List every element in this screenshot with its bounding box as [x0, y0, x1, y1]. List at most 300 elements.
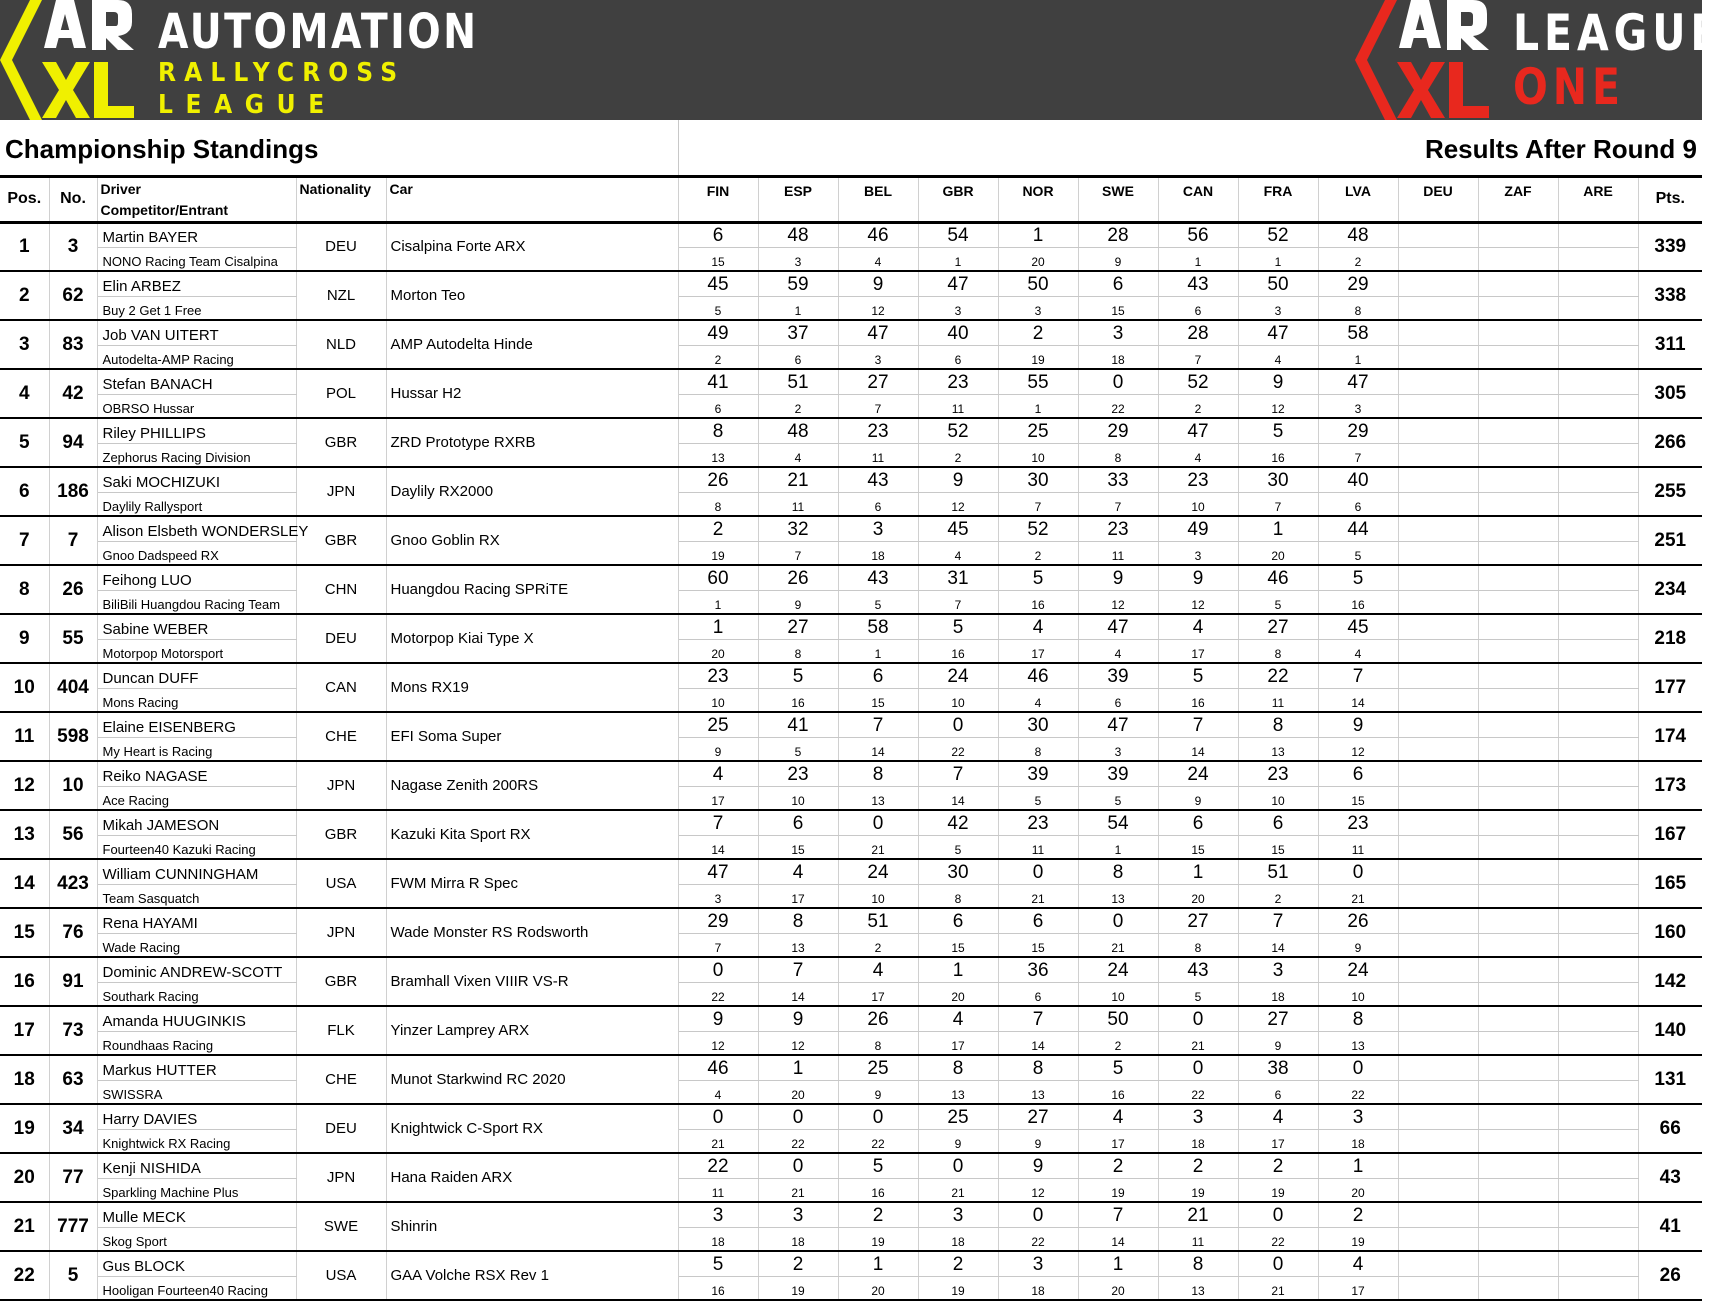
round-points	[1558, 908, 1638, 933]
nationality-cell: GBR	[296, 418, 386, 467]
round-points	[1398, 712, 1478, 737]
driver-name: Sabine WEBER	[97, 614, 296, 639]
round-points: 43	[838, 565, 918, 590]
round-finish-position: 2	[678, 345, 758, 369]
round-points: 60	[678, 565, 758, 590]
car-name-cell: Yinzer Lamprey ARX	[386, 1006, 678, 1055]
round-points: 8	[998, 1055, 1078, 1080]
round-points: 24	[1318, 957, 1398, 982]
round-finish-position: 6	[758, 345, 838, 369]
entrant-name: Southark Racing	[97, 982, 296, 1006]
car-name-cell: Shinrin	[386, 1202, 678, 1251]
nationality-cell: NZL	[296, 271, 386, 320]
round-finish-position: 14	[758, 982, 838, 1006]
round-points: 29	[1318, 271, 1398, 296]
round-finish-position: 18	[918, 1227, 998, 1251]
round-points: 4	[1318, 1251, 1398, 1276]
total-points-cell: 266	[1638, 418, 1702, 467]
table-row	[0, 222, 1702, 247]
position-cell: 4	[0, 369, 49, 418]
round-finish-position: 21	[918, 1178, 998, 1202]
round-finish-position: 8	[1238, 639, 1318, 663]
round-points: 7	[838, 712, 918, 737]
round-finish-position: 14	[1318, 688, 1398, 712]
total-points-cell: 177	[1638, 663, 1702, 712]
round-finish-position	[1558, 933, 1638, 957]
round-points: 29	[1318, 418, 1398, 443]
round-points	[1398, 810, 1478, 835]
round-finish-position: 10	[1318, 982, 1398, 1006]
table-row-secondary	[0, 1031, 1702, 1055]
table-row-secondary	[0, 639, 1702, 663]
round-points: 8	[918, 1055, 998, 1080]
round-points: 9	[1318, 712, 1398, 737]
round-finish-position: 2	[1078, 1031, 1158, 1055]
position-cell: 5	[0, 418, 49, 467]
round-points: 9	[998, 1153, 1078, 1178]
entrant-name: Daylily Rallysport	[97, 492, 296, 516]
round-points	[1478, 614, 1558, 639]
round-finish-position	[1478, 933, 1558, 957]
round-points: 24	[1078, 957, 1158, 982]
car-name-cell: Motorpop Kiai Type X	[386, 614, 678, 663]
table-row	[0, 1006, 1702, 1031]
nationality-cell: SWE	[296, 1202, 386, 1251]
entrant-name: BiliBili Huangdou Racing Team	[97, 590, 296, 614]
round-points: 7	[1078, 1202, 1158, 1227]
round-points: 44	[1318, 516, 1398, 541]
round-finish-position	[1398, 1129, 1478, 1153]
round-points: 50	[1238, 271, 1318, 296]
round-points: 41	[678, 369, 758, 394]
total-points-cell: 218	[1638, 614, 1702, 663]
entrant-name: OBRSO Hussar	[97, 394, 296, 418]
round-points: 38	[1238, 1055, 1318, 1080]
round-points	[1558, 271, 1638, 296]
col-header-round: ZAF	[1478, 178, 1558, 222]
round-points: 47	[1158, 418, 1238, 443]
round-points: 28	[1078, 222, 1158, 247]
driver-name: Duncan DUFF	[97, 663, 296, 688]
round-finish-position	[1478, 492, 1558, 516]
car-number-cell: 42	[49, 369, 97, 418]
round-points: 55	[998, 369, 1078, 394]
round-points: 42	[918, 810, 998, 835]
round-finish-position: 22	[1158, 1080, 1238, 1104]
round-finish-position: 10	[998, 443, 1078, 467]
driver-name: Mikah JAMESON	[97, 810, 296, 835]
nationality-cell: CAN	[296, 663, 386, 712]
round-finish-position	[1558, 688, 1638, 712]
round-finish-position: 10	[1238, 786, 1318, 810]
col-header-round: FRA	[1238, 178, 1318, 222]
col-header-round: ESP	[758, 178, 838, 222]
round-finish-position: 5	[758, 737, 838, 761]
round-finish-position: 21	[1078, 933, 1158, 957]
round-finish-position: 3	[1078, 737, 1158, 761]
round-points: 4	[1158, 614, 1238, 639]
nationality-cell: POL	[296, 369, 386, 418]
round-points	[1398, 859, 1478, 884]
round-points: 37	[758, 320, 838, 345]
logo-line-league: LEAGUE	[1513, 4, 1723, 62]
round-points: 52	[1158, 369, 1238, 394]
round-finish-position	[1558, 737, 1638, 761]
round-points	[1478, 1006, 1558, 1031]
round-points: 3	[1318, 1104, 1398, 1129]
round-finish-position: 1	[998, 394, 1078, 418]
car-name-cell: Nagase Zenith 200RS	[386, 761, 678, 810]
round-finish-position	[1558, 639, 1638, 663]
car-number-cell: 94	[49, 418, 97, 467]
round-points: 36	[998, 957, 1078, 982]
round-points: 23	[1238, 761, 1318, 786]
standings-table	[0, 178, 1702, 1301]
nationality-cell: GBR	[296, 957, 386, 1006]
round-points	[1558, 1104, 1638, 1129]
round-finish-position: 20	[678, 639, 758, 663]
round-points: 48	[1318, 222, 1398, 247]
total-points-cell: 251	[1638, 516, 1702, 565]
round-finish-position: 22	[678, 982, 758, 1006]
round-points: 21	[1158, 1202, 1238, 1227]
round-finish-position: 13	[918, 1080, 998, 1104]
nationality-cell: CHN	[296, 565, 386, 614]
round-finish-position: 3	[918, 296, 998, 320]
table-row-secondary	[0, 394, 1702, 418]
round-points	[1478, 271, 1558, 296]
round-finish-position	[1558, 1080, 1638, 1104]
round-finish-position: 13	[758, 933, 838, 957]
round-points	[1398, 761, 1478, 786]
round-finish-position: 17	[1158, 639, 1238, 663]
round-points: 0	[838, 1104, 918, 1129]
car-name-cell: Cisalpina Forte ARX	[386, 222, 678, 271]
round-finish-position	[1478, 394, 1558, 418]
table-row	[0, 467, 1702, 492]
round-points: 50	[1078, 1006, 1158, 1031]
round-finish-position	[1398, 1227, 1478, 1251]
round-finish-position: 13	[1158, 1276, 1238, 1300]
round-finish-position: 16	[1238, 443, 1318, 467]
round-points	[1558, 614, 1638, 639]
round-points: 23	[758, 761, 838, 786]
col-header-driver: Driver	[97, 178, 296, 200]
table-row-secondary	[0, 1178, 1702, 1202]
round-finish-position	[1478, 1129, 1558, 1153]
round-finish-position: 12	[758, 1031, 838, 1055]
round-finish-position: 8	[1078, 443, 1158, 467]
round-finish-position: 11	[918, 394, 998, 418]
driver-name: Rena HAYAMI	[97, 908, 296, 933]
round-finish-position: 22	[998, 1227, 1078, 1251]
round-finish-position: 12	[1238, 394, 1318, 418]
round-finish-position: 18	[1318, 1129, 1398, 1153]
round-finish-position: 5	[1318, 541, 1398, 565]
col-header-car: Car	[386, 178, 678, 222]
round-finish-position	[1398, 296, 1478, 320]
round-points: 6	[1158, 810, 1238, 835]
round-finish-position	[1478, 835, 1558, 859]
round-finish-position	[1398, 933, 1478, 957]
round-points: 0	[838, 810, 918, 835]
round-points: 58	[1318, 320, 1398, 345]
round-points: 9	[1158, 565, 1238, 590]
round-points: 4	[918, 1006, 998, 1031]
round-points: 3	[998, 1251, 1078, 1276]
logo-line-league: LEAGUE	[158, 90, 337, 120]
round-points: 47	[1078, 712, 1158, 737]
round-points: 46	[678, 1055, 758, 1080]
round-finish-position: 9	[1238, 1031, 1318, 1055]
round-finish-position: 6	[1238, 1080, 1318, 1104]
nationality-cell: GBR	[296, 810, 386, 859]
round-finish-position: 2	[758, 394, 838, 418]
round-finish-position: 10	[758, 786, 838, 810]
round-points: 0	[1318, 859, 1398, 884]
total-points-cell: 160	[1638, 908, 1702, 957]
page-title: Championship Standings	[5, 134, 319, 164]
round-finish-position: 20	[1158, 884, 1238, 908]
round-points: 51	[758, 369, 838, 394]
round-finish-position: 22	[758, 1129, 838, 1153]
round-finish-position: 9	[758, 590, 838, 614]
round-finish-position	[1398, 394, 1478, 418]
car-name-cell: ZRD Prototype RXRB	[386, 418, 678, 467]
driver-name: Kenji NISHIDA	[97, 1153, 296, 1178]
round-points: 3	[1078, 320, 1158, 345]
position-cell: 10	[0, 663, 49, 712]
col-header-pos: Pos.	[0, 178, 49, 222]
round-points: 5	[1078, 1055, 1158, 1080]
round-finish-position: 17	[1318, 1276, 1398, 1300]
round-finish-position: 8	[758, 639, 838, 663]
round-points: 4	[1238, 1104, 1318, 1129]
round-points: 5	[1238, 418, 1318, 443]
round-finish-position	[1558, 443, 1638, 467]
driver-name: Reiko NAGASE	[97, 761, 296, 786]
round-finish-position: 6	[678, 394, 758, 418]
round-finish-position: 13	[838, 786, 918, 810]
round-points: 4	[838, 957, 918, 982]
round-finish-position	[1398, 247, 1478, 271]
round-points: 7	[758, 957, 838, 982]
round-finish-position: 11	[1318, 835, 1398, 859]
round-finish-position	[1558, 1129, 1638, 1153]
round-finish-position	[1478, 541, 1558, 565]
round-finish-position: 2	[918, 443, 998, 467]
round-finish-position: 13	[1078, 884, 1158, 908]
table-row	[0, 565, 1702, 590]
round-points: 1	[1158, 859, 1238, 884]
col-header-pts: Pts.	[1638, 178, 1702, 222]
round-finish-position: 19	[1318, 1227, 1398, 1251]
round-points	[1558, 1202, 1638, 1227]
round-points: 9	[918, 467, 998, 492]
car-number-cell: 10	[49, 761, 97, 810]
round-finish-position: 16	[998, 590, 1078, 614]
round-points: 7	[1238, 908, 1318, 933]
round-points: 8	[758, 908, 838, 933]
driver-name: Elaine EISENBERG	[97, 712, 296, 737]
round-finish-position: 5	[678, 296, 758, 320]
round-points: 27	[758, 614, 838, 639]
nationality-cell: JPN	[296, 1153, 386, 1202]
round-finish-position: 15	[1318, 786, 1398, 810]
round-points	[1478, 467, 1558, 492]
round-finish-position	[1478, 688, 1558, 712]
position-cell: 17	[0, 1006, 49, 1055]
position-cell: 13	[0, 810, 49, 859]
round-finish-position: 11	[998, 835, 1078, 859]
round-points	[1398, 663, 1478, 688]
round-finish-position	[1478, 639, 1558, 663]
car-name-cell: Knightwick C-Sport RX	[386, 1104, 678, 1153]
round-finish-position: 9	[918, 1129, 998, 1153]
entrant-name: Roundhaas Racing	[97, 1031, 296, 1055]
round-points: 45	[1318, 614, 1398, 639]
round-points	[1398, 614, 1478, 639]
round-finish-position	[1478, 786, 1558, 810]
round-points	[1478, 908, 1558, 933]
round-finish-position: 17	[918, 1031, 998, 1055]
round-points	[1478, 859, 1558, 884]
round-points	[1478, 761, 1558, 786]
round-finish-position: 16	[678, 1276, 758, 1300]
round-points	[1398, 957, 1478, 982]
round-finish-position: 20	[1238, 541, 1318, 565]
round-finish-position: 11	[758, 492, 838, 516]
total-points-cell: 167	[1638, 810, 1702, 859]
round-finish-position: 7	[758, 541, 838, 565]
round-points: 0	[918, 712, 998, 737]
round-points: 47	[1238, 320, 1318, 345]
round-finish-position: 17	[678, 786, 758, 810]
round-finish-position: 4	[998, 688, 1078, 712]
position-cell: 1	[0, 222, 49, 271]
round-finish-position: 18	[1078, 345, 1158, 369]
entrant-name: Sparkling Machine Plus	[97, 1178, 296, 1202]
round-finish-position	[1558, 394, 1638, 418]
league-one-logo-mark-icon	[1355, 0, 1505, 120]
round-finish-position: 9	[998, 1129, 1078, 1153]
round-points: 8	[1238, 712, 1318, 737]
round-points	[1558, 418, 1638, 443]
round-points: 0	[1318, 1055, 1398, 1080]
car-name-cell: Kazuki Kita Sport RX	[386, 810, 678, 859]
round-finish-position: 12	[1078, 590, 1158, 614]
table-row	[0, 1055, 1702, 1080]
table-row-secondary	[0, 296, 1702, 320]
round-points: 0	[1078, 369, 1158, 394]
table-row-secondary	[0, 688, 1702, 712]
round-points	[1558, 320, 1638, 345]
round-points	[1478, 712, 1558, 737]
round-points: 3	[1238, 957, 1318, 982]
round-points: 47	[1078, 614, 1158, 639]
round-points	[1478, 1202, 1558, 1227]
car-name-cell: EFI Soma Super	[386, 712, 678, 761]
round-points	[1558, 810, 1638, 835]
round-finish-position: 14	[998, 1031, 1078, 1055]
round-finish-position: 8	[678, 492, 758, 516]
round-finish-position: 4	[1238, 345, 1318, 369]
round-points: 47	[678, 859, 758, 884]
round-finish-position: 14	[1238, 933, 1318, 957]
round-points: 7	[1318, 663, 1398, 688]
round-finish-position: 19	[1158, 1178, 1238, 1202]
round-finish-position: 2	[998, 541, 1078, 565]
round-finish-position	[1398, 982, 1478, 1006]
driver-name: Elin ARBEZ	[97, 271, 296, 296]
table-row	[0, 859, 1702, 884]
round-points: 6	[998, 908, 1078, 933]
car-number-cell: 5	[49, 1251, 97, 1300]
position-cell: 9	[0, 614, 49, 663]
entrant-name: Wade Racing	[97, 933, 296, 957]
car-name-cell: FWM Mirra R Spec	[386, 859, 678, 908]
round-points	[1398, 908, 1478, 933]
round-finish-position	[1478, 247, 1558, 271]
round-points: 1	[918, 957, 998, 982]
header-banner	[0, 0, 1723, 120]
round-finish-position	[1558, 1031, 1638, 1055]
round-points: 9	[758, 1006, 838, 1031]
round-points: 24	[918, 663, 998, 688]
table-row-secondary	[0, 345, 1702, 369]
round-points: 27	[998, 1104, 1078, 1129]
round-finish-position: 5	[998, 786, 1078, 810]
round-points: 3	[838, 516, 918, 541]
round-points: 49	[678, 320, 758, 345]
table-row-secondary	[0, 590, 1702, 614]
table-row-secondary	[0, 541, 1702, 565]
col-header-round: NOR	[998, 178, 1078, 222]
round-finish-position: 17	[1078, 1129, 1158, 1153]
car-number-cell: 56	[49, 810, 97, 859]
round-points: 9	[1078, 565, 1158, 590]
entrant-name: Knightwick RX Racing	[97, 1129, 296, 1153]
round-points	[1478, 369, 1558, 394]
position-cell: 11	[0, 712, 49, 761]
round-finish-position	[1398, 541, 1478, 565]
round-points	[1558, 859, 1638, 884]
driver-name: Mulle MECK	[97, 1202, 296, 1227]
round-points	[1478, 1055, 1558, 1080]
car-name-cell: Bramhall Vixen VIIIR VS-R	[386, 957, 678, 1006]
round-finish-position: 16	[1318, 590, 1398, 614]
car-name-cell: Huangdou Racing SPRiTE	[386, 565, 678, 614]
round-finish-position: 11	[1238, 688, 1318, 712]
car-number-cell: 34	[49, 1104, 97, 1153]
round-finish-position: 16	[1078, 1080, 1158, 1104]
round-finish-position	[1558, 492, 1638, 516]
round-finish-position: 5	[1158, 982, 1238, 1006]
round-finish-position	[1398, 1031, 1478, 1055]
car-number-cell: 3	[49, 222, 97, 271]
car-number-cell: 62	[49, 271, 97, 320]
round-finish-position	[1478, 1227, 1558, 1251]
round-points: 27	[1238, 1006, 1318, 1031]
round-points	[1398, 320, 1478, 345]
round-points: 24	[1158, 761, 1238, 786]
round-points: 22	[678, 1153, 758, 1178]
round-points: 2	[1318, 1202, 1398, 1227]
round-points: 6	[838, 663, 918, 688]
round-points: 8	[1158, 1251, 1238, 1276]
round-finish-position: 5	[1238, 590, 1318, 614]
round-points	[1398, 467, 1478, 492]
